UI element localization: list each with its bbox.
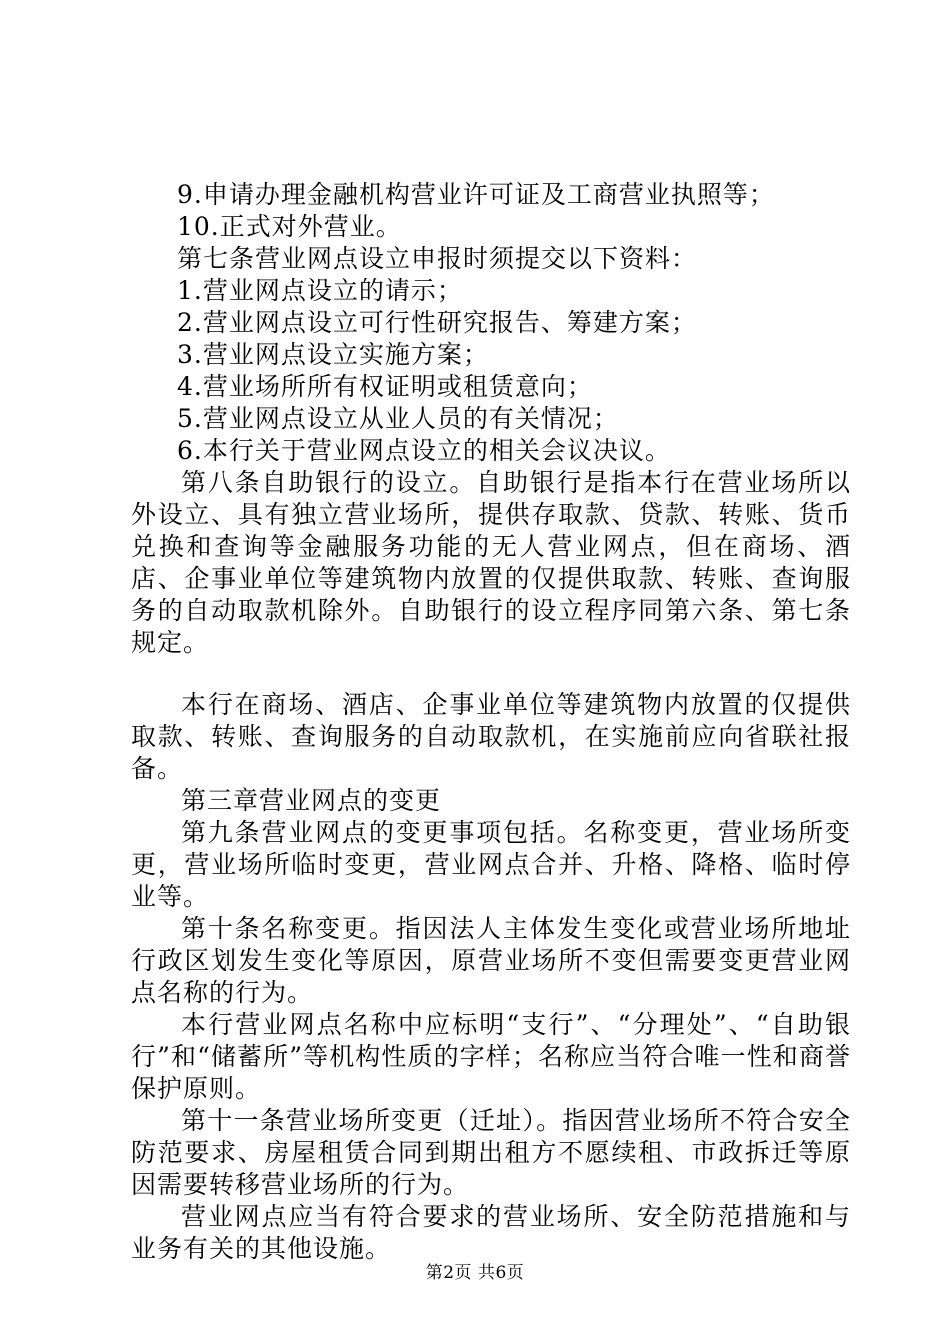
paragraph: 营业网点应当有符合要求的营业场所、安全防范措施和与业务有关的其他设施。 — [131, 1202, 851, 1263]
paragraph: 本行在商场、酒店、企事业单位等建筑物内放置的仅提供取款、转账、查询服务的自动取款机，在实施前应向省联社报备。 — [131, 690, 851, 783]
paragraph: 第十条名称变更。指因法人主体发生变化或营业场所地址行政区划发生变化等原因，原营业场所不变但需要变更营业网点名称的行为。 — [131, 914, 851, 1007]
list-item: 9.申请办理金融机构营业许可证及工商营业执照等； — [177, 180, 775, 209]
paragraph: 第十一条营业场所变更（迁址）。指因营业场所不符合安全防范要求、房屋租赁合同到期出租方不愿续租、市政拆迁等原因需要转移营业场所的行为。 — [131, 1106, 851, 1199]
paragraph: 本行营业网点名称中应标明“支行”、“分理处”、“自助银行”和“储蓄所”等机构性质的字样；名称应当符合唯一性和商誉保护原则。 — [131, 1010, 851, 1103]
paragraph: 第八条自助银行的设立。自助银行是指本行在营业场所以外设立、具有独立营业场所，提供存取款、贷款、转账、货币兑换和查询等金融服务功能的无人营业网点，但在商场、酒店、企事业单位等建筑物内放置的仅提供取款、转账、查询服务的自动取款机除外。自助银行的设立程序同第六条、第七条规定。 — [131, 468, 851, 657]
list-item: 5.营业网点设立从业人员的有关情况； — [177, 404, 619, 433]
list-item: 2.营业网点设立可行性研究报告、筹建方案； — [177, 308, 697, 337]
document-body — [131, 179, 851, 1265]
list-item: 1.营业网点设立的请示； — [177, 276, 463, 305]
paragraph: 第九条营业网点的变更事项包括。名称变更，营业场所变更，营业场所临时变更，营业网点合并、升格、降格、临时停业等。 — [131, 818, 851, 911]
paragraph-gap — [131, 659, 851, 689]
page-number: 第2页 共6页 — [425, 1263, 525, 1283]
article-heading: 第七条营业网点设立申报时须提交以下资料： — [177, 244, 698, 273]
chapter-heading: 第三章营业网点的变更 — [181, 786, 442, 815]
list-item: 4.营业场所所有权证明或租赁意向； — [177, 372, 593, 401]
list-item: 10.正式对外营业。 — [177, 212, 402, 241]
list-item: 3.营业网点设立实施方案； — [177, 340, 489, 369]
list-item: 6.本行关于营业网点设立的相关会议决议。 — [177, 436, 671, 465]
